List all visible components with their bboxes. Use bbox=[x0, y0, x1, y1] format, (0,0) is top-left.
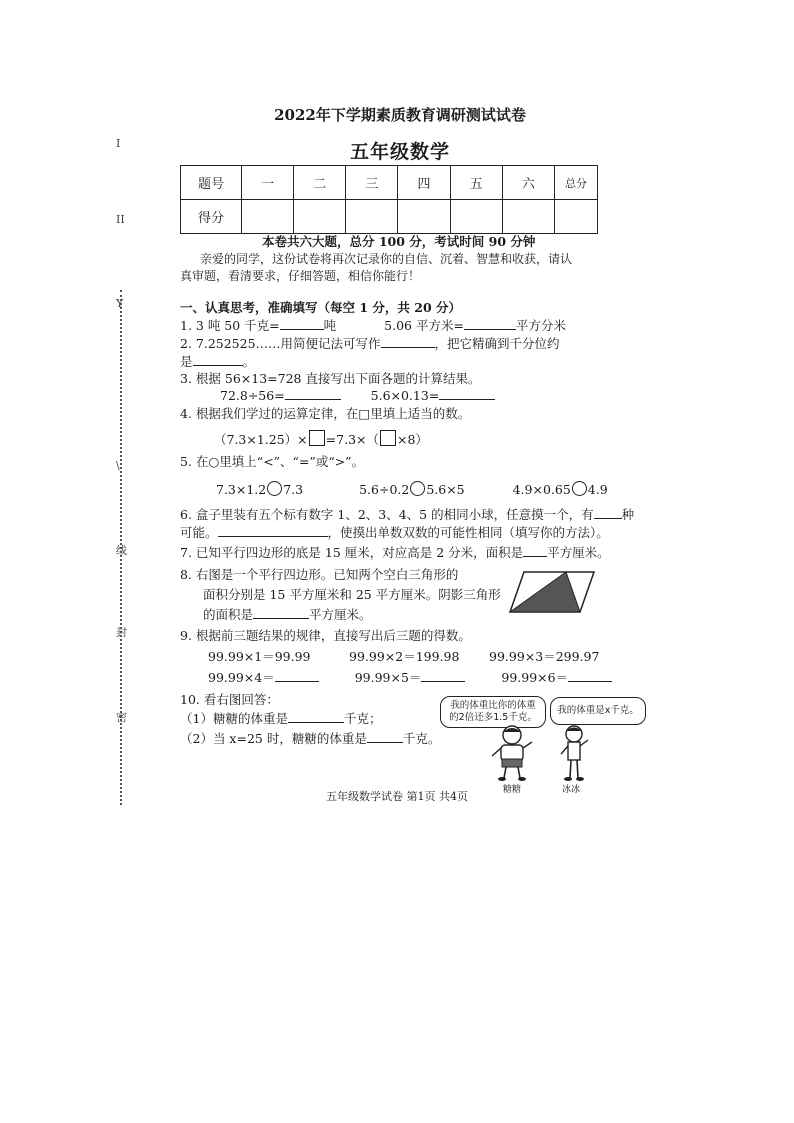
question-5-items: 7.3×1.2 7.3 5.6÷0.2 5.6×5 4.9×0.65 4.9 bbox=[216, 482, 608, 497]
answer-blank[interactable] bbox=[253, 618, 309, 619]
score-table-header-row bbox=[181, 166, 598, 200]
score-entry[interactable] bbox=[502, 200, 554, 234]
parallelogram-figure bbox=[508, 568, 596, 616]
answer-blank[interactable] bbox=[594, 518, 622, 519]
score-cell: 题号 bbox=[181, 166, 242, 200]
question-6: 6. 盒子里装有五个标有数字 1、2、3、4、5 的相同小球，任意摸一个，有 种 bbox=[180, 507, 635, 522]
answer-blank[interactable] bbox=[193, 365, 243, 366]
exam-subtitle: 五年级数学 bbox=[349, 141, 450, 163]
question-3: 3. 根据 56×13=728 直接写出下面各题的计算结果。 bbox=[180, 371, 481, 386]
score-cell: 四 bbox=[398, 166, 450, 200]
compare-circle[interactable] bbox=[410, 481, 425, 496]
score-cell: 得分 bbox=[181, 200, 242, 234]
greeting-line: 真审题，看清要求，仔细答题，相信你能行！ bbox=[180, 269, 421, 283]
binding-mark: Y bbox=[116, 297, 124, 310]
speech-bubble-right: 我的体重是x千克。 bbox=[550, 697, 646, 725]
score-cell: 二 bbox=[294, 166, 346, 200]
score-cell: 六 bbox=[502, 166, 554, 200]
score-cell: 一 bbox=[242, 166, 294, 200]
answer-blank[interactable] bbox=[523, 556, 547, 557]
answer-blank[interactable] bbox=[464, 329, 516, 330]
exam-title: 2022年下学期素质教育调研测试试卷 bbox=[274, 106, 526, 124]
question-4-expr: （7.3×1.25）× =7.3×（ ×8） bbox=[214, 432, 428, 447]
section-heading: 一、认真思考，准确填写（每空 1 分，共 20 分） bbox=[180, 300, 462, 315]
answer-box[interactable] bbox=[380, 430, 396, 446]
question-6-cont: 可能。 ，使摸出单数双数的可能性相同（填写你的方法）。 bbox=[180, 525, 609, 540]
answer-blank[interactable] bbox=[381, 347, 435, 348]
answer-blank[interactable] bbox=[280, 329, 324, 330]
score-entry[interactable] bbox=[294, 200, 346, 234]
question-10: 10. 看右图回答： bbox=[180, 692, 279, 707]
binding-mark: II bbox=[116, 213, 125, 226]
compare-circle[interactable] bbox=[267, 481, 282, 496]
binding-mark: 密 bbox=[116, 711, 127, 724]
binding-mark: \ bbox=[116, 459, 120, 472]
boy-tangtang-figure bbox=[488, 724, 536, 782]
question-7: 7. 已知平行四边形的底是 15 厘米，对应高是 2 分米，面积是 平方厘米。 bbox=[180, 545, 610, 560]
question-9-row: 99.99×1＝99.99 99.99×2＝199.98 99.99×3＝299.97 bbox=[208, 649, 600, 664]
question-2: 2. 7.252525……用简便记法可写作 ，把它精确到千分位约 bbox=[180, 336, 560, 351]
score-entry[interactable] bbox=[555, 200, 598, 234]
score-entry[interactable] bbox=[346, 200, 398, 234]
exam-summary: 本卷共六大题，总分 100 分，考试时间 90 分钟 bbox=[262, 234, 536, 249]
binding-mark: I bbox=[116, 137, 121, 150]
shaded-triangle bbox=[510, 572, 580, 612]
greeting-line: 亲爱的同学，这份试卷将再次记录你的自信、沉着、智慧和收获，请认 bbox=[200, 252, 573, 266]
question-8-cont: 面积分别是 15 平方厘米和 25 平方厘米。阴影三角形 bbox=[203, 587, 501, 602]
score-entry[interactable] bbox=[242, 200, 294, 234]
binding-mark: 封 bbox=[116, 626, 127, 639]
score-cell: 总分 bbox=[555, 166, 598, 200]
name-label-bingbing: 冰冰 bbox=[562, 785, 581, 795]
question-2-cont: 是 。 bbox=[180, 354, 256, 369]
name-label-tangtang: 糖糖 bbox=[503, 785, 522, 795]
question-9: 9. 根据前三题结果的规律，直接写出后三题的得数。 bbox=[180, 628, 471, 643]
binding-mark: 线 bbox=[116, 544, 127, 557]
question-10-part1: （1）糖糖的体重是 千克； bbox=[180, 711, 382, 726]
answer-blank[interactable] bbox=[367, 742, 403, 743]
speech-bubble-left: 我的体重比你的体重 的2倍还多1.5千克。 bbox=[440, 696, 546, 728]
answer-blank[interactable] bbox=[439, 399, 495, 400]
question-8: 8. 右图是一个平行四边形。已知两个空白三角形的 bbox=[180, 567, 459, 582]
compare-circle[interactable] bbox=[572, 481, 587, 496]
answer-blank[interactable] bbox=[421, 681, 465, 682]
question-10-part2: （2）当 x=25 时，糖糖的体重是 千克。 bbox=[180, 731, 441, 746]
score-cell: 五 bbox=[450, 166, 502, 200]
question-5: 5. 在○里填上“<”、“=”或“>”。 bbox=[180, 454, 365, 469]
answer-blank[interactable] bbox=[275, 681, 319, 682]
question-9-row: 99.99×4＝ 99.99×5＝ 99.99×6＝ bbox=[208, 670, 612, 686]
score-table bbox=[180, 165, 598, 234]
page-footer: 五年级数学试卷 第1页 共4页 bbox=[326, 790, 468, 803]
score-cell: 三 bbox=[346, 166, 398, 200]
question-3-items: 72.8÷56= 5.6×0.13= bbox=[220, 388, 495, 404]
answer-blank[interactable] bbox=[285, 399, 341, 400]
answer-blank[interactable] bbox=[568, 681, 612, 682]
question-4: 4. 根据我们学过的运算定律，在□里填上适当的数。 bbox=[180, 406, 471, 421]
score-table-score-row bbox=[181, 200, 598, 234]
score-entry[interactable] bbox=[398, 200, 450, 234]
answer-blank[interactable] bbox=[218, 536, 328, 537]
question-1: 1. 3 吨 50 千克= 吨 5.06 平方米= 平方分米 bbox=[180, 318, 566, 333]
question-8-cont: 的面积是 平方厘米。 bbox=[203, 607, 372, 622]
boy-bingbing-figure bbox=[556, 724, 596, 782]
score-entry[interactable] bbox=[450, 200, 502, 234]
answer-blank[interactable] bbox=[288, 722, 344, 723]
answer-box[interactable] bbox=[309, 430, 325, 446]
